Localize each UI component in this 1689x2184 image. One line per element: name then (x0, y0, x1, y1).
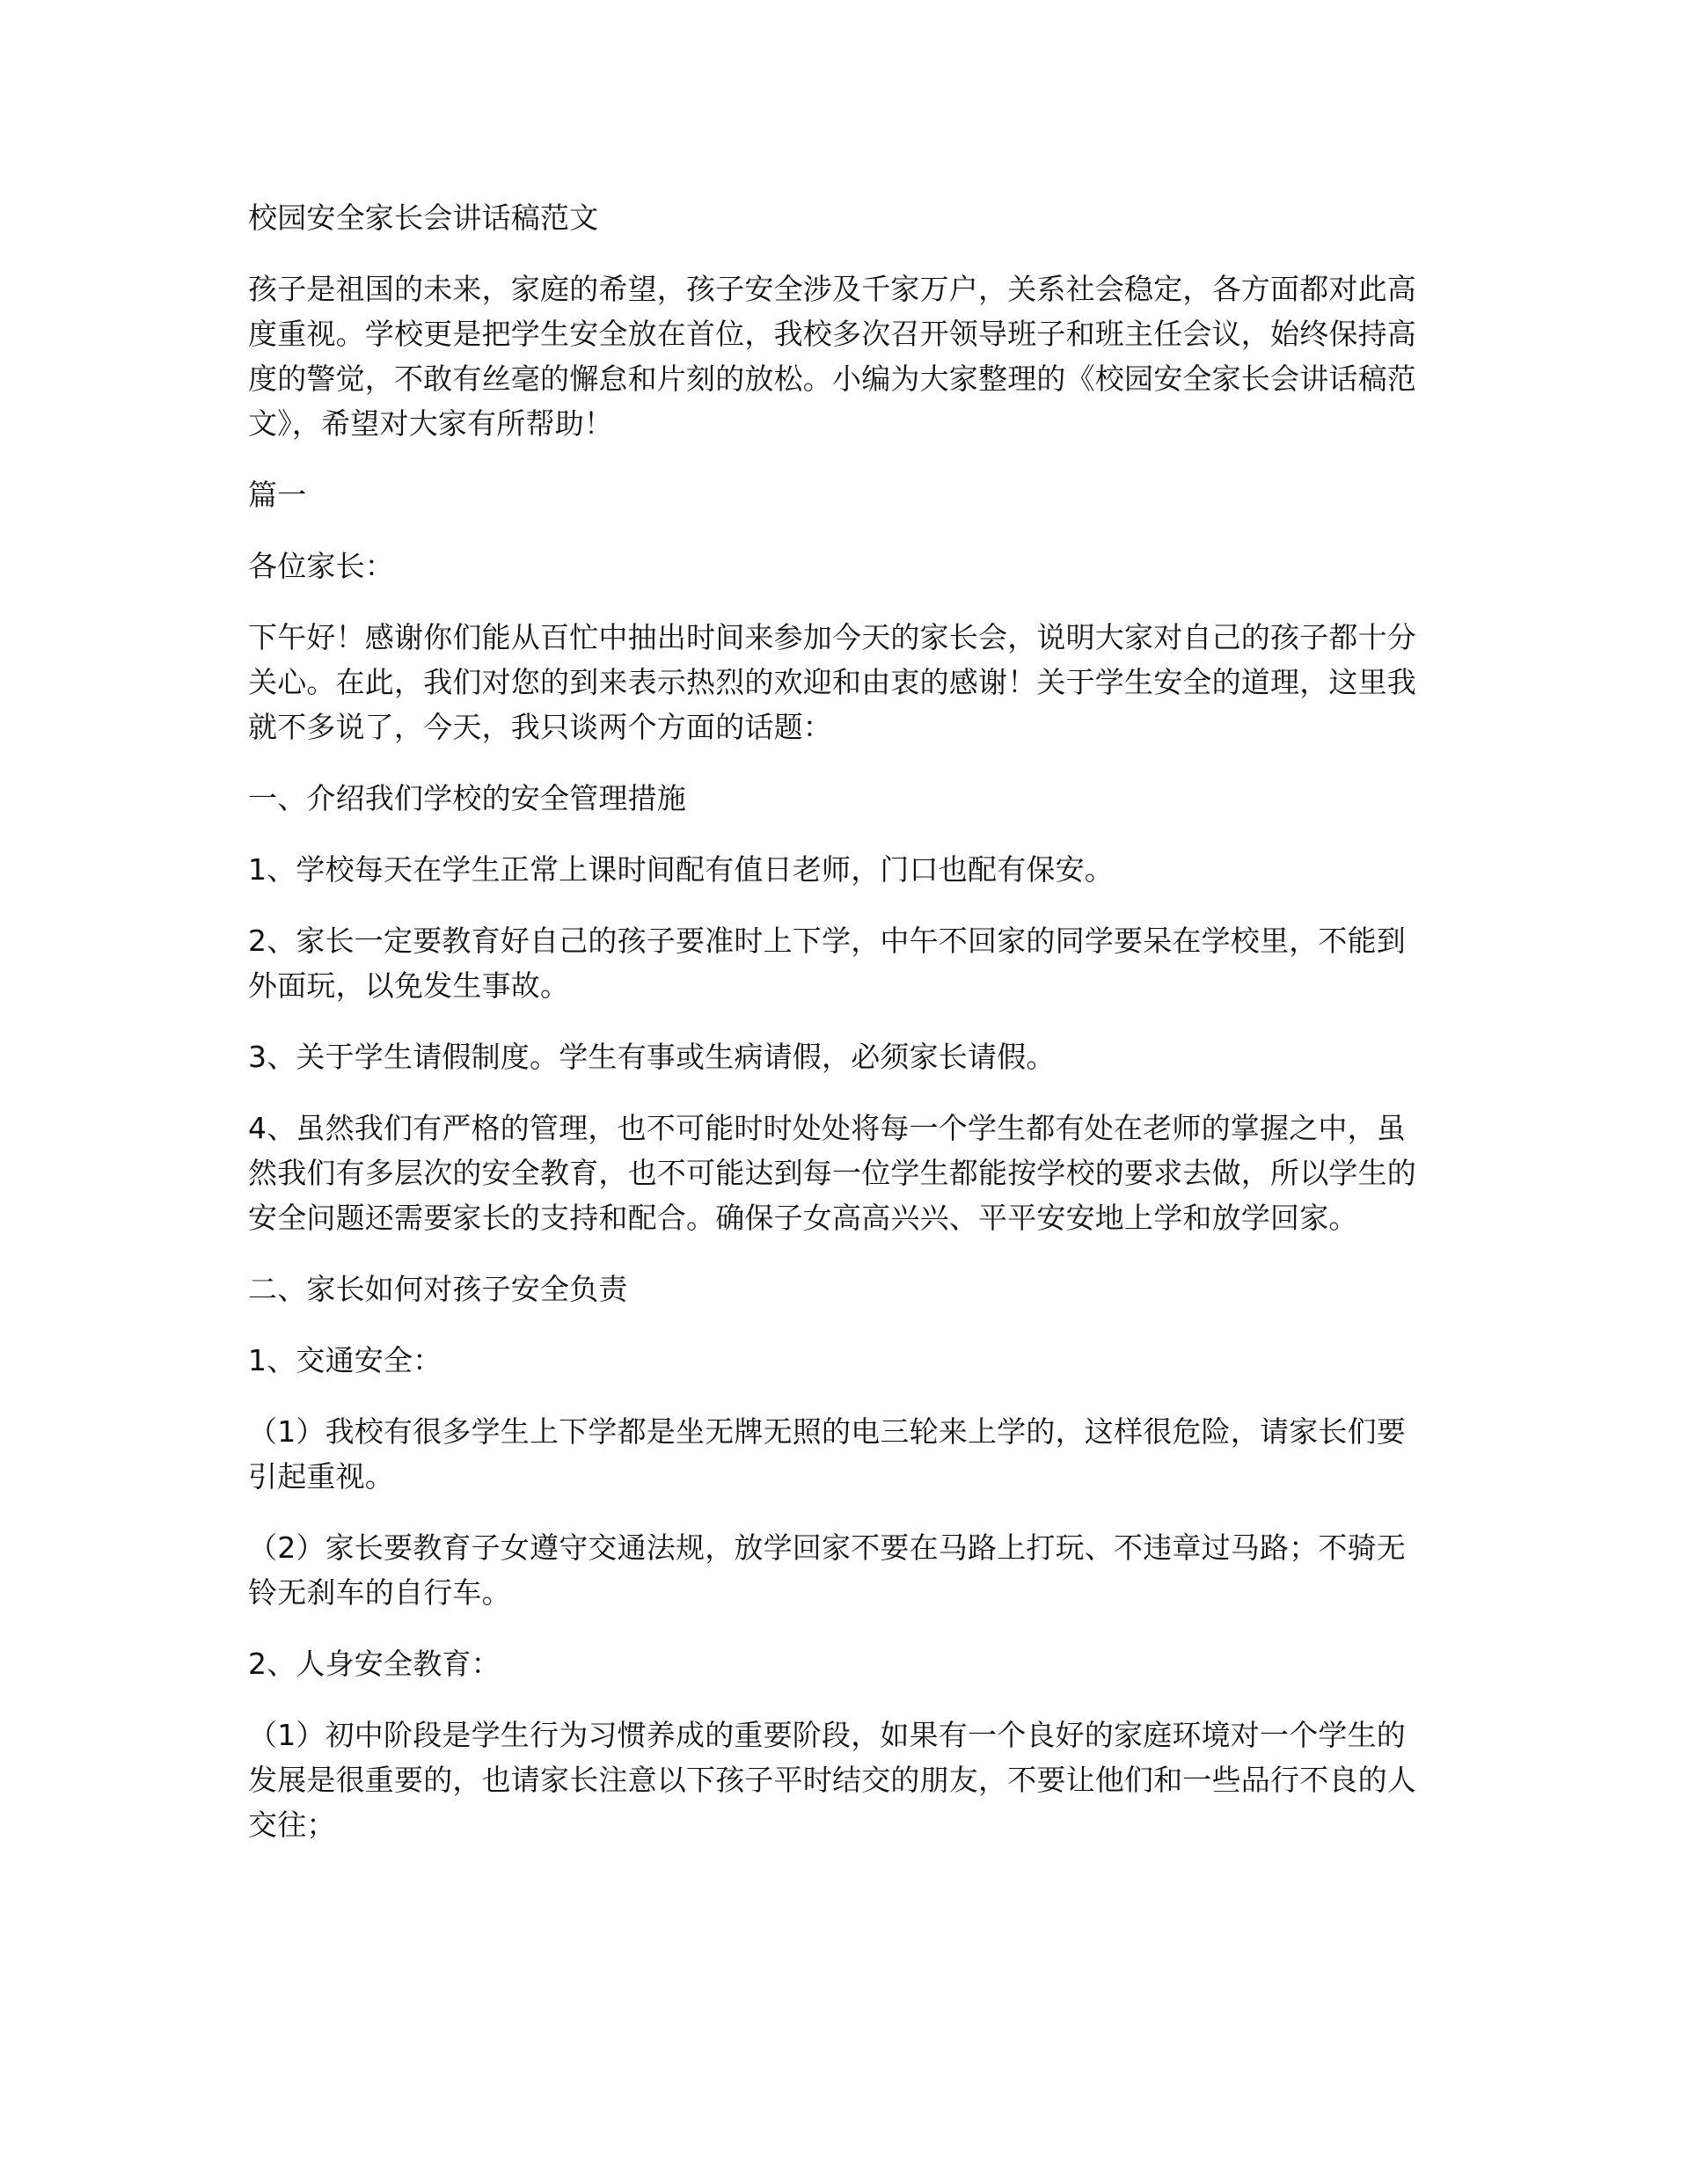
subheading-traffic-safety: 1、交通安全： (248, 1343, 442, 1377)
measure-item: 1、学校每天在学生正常上课时间配有值日老师，门口也配有保安。 (248, 852, 1114, 887)
traffic-item: （1）我校有很多学生上下学都是坐无牌无照的电三轮来上学的，这样很危险，请家长们要引起重视。 (248, 1414, 1406, 1494)
intro-paragraph: 孩子是祖国的未来，家庭的希望，孩子安全涉及千家万户，关系社会稳定，各方面都对此高度重视。学校更是把学生安全放在首位，我校多次召开领导班子和班主任会议，始终保持高度的警觉，不敢有丝毫的懈怠和片刻的放松。小编为大家整理的《校园安全家长会讲话稿范文》，希望对大家有所帮助！ (248, 272, 1416, 441)
heading-parent-responsibility: 二、家长如何对孩子安全负责 (248, 1272, 628, 1306)
section-label: 篇一 (248, 478, 307, 512)
document-title: 校园安全家长会讲话稿范文 (248, 201, 599, 235)
measure-item: 4、虽然我们有严格的管理，也不可能时时处处将每一个学生都有处在老师的掌握之中，虽然我们有多层次的安全教育，也不可能达到每一位学生都能按学校的要求去做，所以学生的安全问题还需要家长的支持和配合。确保子女高高兴兴、平平安安地上学和放学回家。 (248, 1111, 1416, 1235)
document-body (248, 195, 1427, 1874)
heading-measures: 一、介绍我们学校的安全管理措施 (248, 781, 686, 815)
subheading-personal-safety: 2、人身安全教育： (248, 1647, 501, 1681)
personal-safety-item: （1）初中阶段是学生行为习惯养成的重要阶段，如果有一个良好的家庭环境对一个学生的发展是很重要的，也请家长注意以下孩子平时结交的朋友，不要让他们和一些品行不良的人交往； (248, 1718, 1416, 1842)
salutation: 各位家长： (248, 549, 394, 583)
measure-item: 2、家长一定要教育好自己的孩子要准时上下学，中午不回家的同学要呆在学校里，不能到外面玩，以免发生事故。 (248, 924, 1406, 1003)
traffic-item: （2）家长要教育子女遵守交通法规，放学回家不要在马路上打玩、不违章过马路；不骑无铃无刹车的自行车。 (248, 1530, 1406, 1610)
measure-item: 3、关于学生请假制度。学生有事或生病请假，必须家长请假。 (248, 1040, 1056, 1074)
greeting-paragraph: 下午好！感谢你们能从百忙中抽出时间来参加今天的家长会，说明大家对自己的孩子都十分关心。在此，我们对您的到来表示热烈的欢迎和由衷的感谢！关于学生安全的道理，这里我就不多说了，今天，我只谈两个方面的话题： (248, 620, 1416, 744)
